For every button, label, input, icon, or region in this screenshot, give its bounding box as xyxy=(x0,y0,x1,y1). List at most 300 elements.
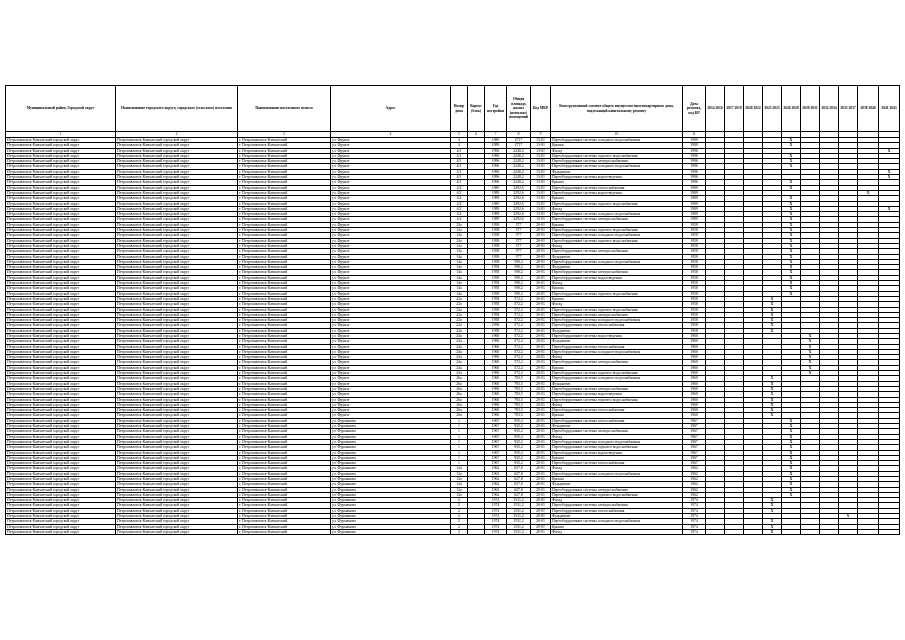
year-mark-cell: X xyxy=(763,392,782,397)
table-cell: 1958 xyxy=(683,296,706,301)
table-cell: 20-01 xyxy=(531,371,551,376)
table-cell: 1989 xyxy=(683,206,706,211)
table-cell: Петропавловск-Камчатский городской округ xyxy=(6,450,116,455)
column-number: 2 xyxy=(116,132,238,138)
table-cell: 1958 xyxy=(485,328,507,333)
table-cell: 1996 xyxy=(485,153,507,158)
table-cell: г. Петропавловск-Камчатский xyxy=(238,487,331,492)
table-cell: 1967 xyxy=(683,439,706,444)
table-cell: ул. Фрунзе xyxy=(331,344,451,349)
table-cell: ул. Фрунзе xyxy=(331,222,451,227)
table-cell: 13-01 xyxy=(531,159,551,164)
table-cell: 12а xyxy=(451,482,468,487)
table-cell: 20-01 xyxy=(531,302,551,307)
table-cell: ул. Фрунзе xyxy=(331,408,451,413)
table-cell: 1962 xyxy=(683,482,706,487)
table-cell: ул. Фрунзе xyxy=(331,212,451,217)
table-cell: 2 xyxy=(451,503,468,508)
column-number: 8 xyxy=(507,132,531,138)
table-cell: 2 xyxy=(451,529,468,534)
table-cell: 20-01 xyxy=(531,477,551,482)
table-cell: Петропавловск-Камчатский городской округ xyxy=(116,275,238,280)
table-cell: Переоборудование системы горячего водоснабжения xyxy=(551,228,683,233)
table-cell: 1989 xyxy=(683,212,706,217)
table-cell: Петропавловск-Камчатский городской округ xyxy=(116,498,238,503)
table-cell: 3292,6 xyxy=(507,185,531,190)
table-cell: 783,5 xyxy=(507,397,531,402)
table-cell: Переоборудование системы горячего водоснабжения xyxy=(551,238,683,243)
table-cell: 1974 xyxy=(683,519,706,524)
table-cell: 24а xyxy=(451,349,468,354)
table-cell: г. Петропавловск-Камчатский xyxy=(238,249,331,254)
table-cell: 20-01 xyxy=(531,323,551,328)
table-cell: ул. Фрунзе xyxy=(331,148,451,153)
table-cell: 4/1 xyxy=(451,169,468,174)
table-cell: 572,2 xyxy=(507,365,531,370)
table-cell: Петропавловск-Камчатский городской округ xyxy=(6,344,116,349)
table-cell: Петропавловск-Камчатский городской округ xyxy=(6,217,116,222)
year-mark-cell xyxy=(858,529,879,534)
column-header: 2017 2019 xyxy=(725,86,744,132)
table-cell: 1958 xyxy=(485,222,507,227)
table-cell: 20-01 xyxy=(531,281,551,286)
table-cell: ул. Фрунзе xyxy=(331,143,451,148)
table-cell: Петропавловск-Камчатский городской округ xyxy=(116,169,238,174)
table-cell: 20-01 xyxy=(531,514,551,519)
table-cell: 1974 xyxy=(683,503,706,508)
table-cell: г. Петропавловск-Камчатский xyxy=(238,434,331,439)
table-cell: 4/2 xyxy=(451,201,468,206)
table-cell: 1960 xyxy=(485,386,507,391)
year-mark-cell: X xyxy=(879,175,900,180)
table-cell: 1958 xyxy=(485,238,507,243)
table-cell: Фундамент xyxy=(551,482,683,487)
table-cell: 4/1 xyxy=(451,148,468,153)
table-cell: 1967 xyxy=(485,424,507,429)
table-cell: Фундамент xyxy=(551,381,683,386)
table-cell: 1960 xyxy=(485,360,507,365)
table-cell: 572,2 xyxy=(507,296,531,301)
table-cell: 2 xyxy=(451,498,468,503)
table-cell: 2240,2 xyxy=(507,164,531,169)
table-cell: Петропавловск-Камчатский городской округ xyxy=(6,148,116,153)
year-mark-cell: X xyxy=(782,418,801,423)
table-cell: Петропавловск-Камчатский городской округ xyxy=(6,265,116,270)
table-cell: 590,2 xyxy=(507,286,531,291)
table-cell: Петропавловск-Камчатский городской округ xyxy=(116,466,238,471)
table-cell: Переоборудование системы горячего водоснабжения xyxy=(551,153,683,158)
table-cell: Фундамент xyxy=(551,254,683,259)
table-cell: г. Петропавловск-Камчатский xyxy=(238,408,331,413)
table-cell: г. Петропавловск-Камчатский xyxy=(238,498,331,503)
table-cell: 1996 xyxy=(683,164,706,169)
table-cell: ул. Фрунзе xyxy=(331,275,451,280)
table-cell: 590,2 xyxy=(507,275,531,280)
table-cell: ул. Фрунзе xyxy=(331,296,451,301)
table-cell: 4/2 xyxy=(451,185,468,190)
table-cell: Переоборудование системы холодного водоснабжения xyxy=(551,233,683,238)
table-cell: 1974 xyxy=(485,503,507,508)
table-cell: 1960 xyxy=(683,392,706,397)
table-cell: 1958 xyxy=(485,228,507,233)
year-mark-cell: X xyxy=(782,138,801,143)
column-header: Наименование городского округа, городского (сельского) поселения xyxy=(116,86,238,132)
table-cell: 935,2 xyxy=(507,450,531,455)
table-cell: г. Петропавловск-Камчатский xyxy=(238,328,331,333)
column-header: Корпус (блок) xyxy=(468,86,485,132)
year-mark-cell: X xyxy=(782,243,801,248)
year-mark-cell: X xyxy=(879,169,900,174)
year-mark-cell: X xyxy=(763,402,782,407)
year-mark-cell: X xyxy=(879,206,900,211)
table-cell: Петропавловск-Камчатский городской округ xyxy=(116,238,238,243)
year-mark-cell: X xyxy=(782,270,801,275)
table-cell: г. Петропавловск-Камчатский xyxy=(238,190,331,195)
table-cell: г. Петропавловск-Камчатский xyxy=(238,508,331,513)
table-cell: ул. Фурманова xyxy=(331,434,451,439)
table-cell: Переоборудование системы горячего водоснабжения xyxy=(551,291,683,296)
year-mark-cell: X xyxy=(782,471,801,476)
table-cell: 22а xyxy=(451,318,468,323)
year-mark-cell: X xyxy=(782,450,801,455)
table-cell: 1958 xyxy=(485,286,507,291)
table-cell: 1996 xyxy=(683,153,706,158)
table-cell: 4/1 xyxy=(451,175,468,180)
table-cell: Переоборудование системы водоотведения xyxy=(551,392,683,397)
table-cell: 1974 xyxy=(683,508,706,513)
table-cell: 4/2 xyxy=(451,217,468,222)
table-cell: 1960 xyxy=(683,344,706,349)
table-cell: Петропавловск-Камчатский городской округ xyxy=(6,508,116,513)
year-mark-cell: X xyxy=(782,217,801,222)
table-cell: 12а xyxy=(451,487,468,492)
column-header: 2032 2034 xyxy=(820,86,839,132)
table-cell: Петропавловск-Камчатский городской округ xyxy=(6,333,116,338)
table-cell: 1 xyxy=(451,450,468,455)
table-cell: Петропавловск-Камчатский городской округ xyxy=(6,524,116,529)
table-cell: г. Петропавловск-Камчатский xyxy=(238,355,331,360)
table-cell: Петропавловск-Камчатский городской округ xyxy=(6,461,116,466)
table-cell: 1996 xyxy=(485,159,507,164)
table-cell: г. Петропавловск-Камчатский xyxy=(238,492,331,497)
table-cell: 1989 xyxy=(683,143,706,148)
table-cell: ул. Фрунзе xyxy=(331,201,451,206)
table-cell: ул. Фрунзе xyxy=(331,291,451,296)
table-cell: 783,5 xyxy=(507,381,531,386)
column-header: Общая площадь жилых (нежилых) помещений xyxy=(507,86,531,132)
table-cell: ул. Фрунзе xyxy=(331,259,451,264)
table-cell: г. Петропавловск-Камчатский xyxy=(238,169,331,174)
table-cell: Петропавловск-Камчатский городской округ xyxy=(6,302,116,307)
table-cell: 20-01 xyxy=(531,434,551,439)
table-cell: 1958 xyxy=(485,259,507,264)
table-cell: Петропавловск-Камчатский городской округ xyxy=(116,180,238,185)
header-row xyxy=(6,86,900,132)
table-cell: Переоборудование системы холодного водоснабжения xyxy=(551,471,683,476)
table-cell: 13-01 xyxy=(531,196,551,201)
table-cell: 22а xyxy=(451,323,468,328)
table-cell: 1 xyxy=(451,455,468,460)
table-cell: 1958 xyxy=(485,275,507,280)
table-cell: г. Петропавловск-Камчатский xyxy=(238,228,331,233)
table-cell: 20-01 xyxy=(531,339,551,344)
column-number: 1 xyxy=(6,132,116,138)
table-cell: Петропавловск-Камчатский городской округ xyxy=(6,228,116,233)
table-cell: 1989 xyxy=(485,212,507,217)
table-cell: Петропавловск-Камчатский городской округ xyxy=(6,259,116,264)
table-cell: Крыша xyxy=(551,365,683,370)
table-cell: г. Петропавловск-Камчатский xyxy=(238,349,331,354)
table-cell: 1958 xyxy=(485,323,507,328)
table-cell: ул. Фрунзе xyxy=(331,402,451,407)
table-cell: 1974 xyxy=(485,529,507,534)
table-cell: 1958 xyxy=(485,233,507,238)
table-cell: 20-01 xyxy=(531,270,551,275)
year-mark-cell: X xyxy=(763,312,782,317)
table-cell: 1958 xyxy=(683,323,706,328)
table-cell: ул. Фурманова xyxy=(331,514,451,519)
table-cell: 1962 xyxy=(683,466,706,471)
table-cell: г. Петропавловск-Камчатский xyxy=(238,138,331,143)
table-cell: 1989 xyxy=(683,217,706,222)
column-header: 2020 2022 xyxy=(744,86,763,132)
table-cell: 24а xyxy=(451,355,468,360)
table-cell: 1974 xyxy=(485,514,507,519)
table-cell: Петропавловск-Камчатский городской округ xyxy=(6,222,116,227)
year-mark-cell xyxy=(782,529,801,534)
table-cell: 1958 xyxy=(485,302,507,307)
year-mark-cell: X xyxy=(782,201,801,206)
table-cell: Крыша xyxy=(551,524,683,529)
table-cell: Переоборудование системы электроснабжения xyxy=(551,312,683,317)
table-cell: ул. Фрунзе xyxy=(331,175,451,180)
table-cell: 22а xyxy=(451,296,468,301)
table-cell: 377 xyxy=(507,249,531,254)
column-header: Наименование населенного пункта xyxy=(238,86,331,132)
table-cell: Фундамент xyxy=(551,339,683,344)
table-cell: ул. Фрунзе xyxy=(331,169,451,174)
table-cell: ул. Фрунзе xyxy=(331,180,451,185)
table-cell: Переоборудование системы холодного водоснабжения xyxy=(551,318,683,323)
table-cell: 2240,2 xyxy=(507,180,531,185)
table-cell: г. Петропавловск-Камчатский xyxy=(238,212,331,217)
table-cell: Крыша xyxy=(551,477,683,482)
table-cell: г. Петропавловск-Камчатский xyxy=(238,503,331,508)
table-cell: Петропавловск-Камчатский городской округ xyxy=(116,450,238,455)
table-cell: 26а xyxy=(451,413,468,418)
table-cell: 783,5 xyxy=(507,392,531,397)
table-cell: Петропавловск-Камчатский городской округ xyxy=(116,514,238,519)
table-cell: Переоборудование системы электроснабжения xyxy=(551,429,683,434)
year-mark-cell: X xyxy=(782,259,801,264)
table-cell: 12а xyxy=(451,233,468,238)
table-cell: 590,2 xyxy=(507,265,531,270)
table-cell: 20-01 xyxy=(531,492,551,497)
column-number: 11 xyxy=(683,132,706,138)
table-cell: Переоборудование системы электроснабжения xyxy=(551,386,683,391)
table-cell: 1996 xyxy=(485,164,507,169)
table-cell: Переоборудование системы электроснабжения xyxy=(551,159,683,164)
table-cell: 2240,2 xyxy=(507,148,531,153)
table-cell: Петропавловск-Камчатский городской округ xyxy=(6,270,116,275)
table-cell: 1960 xyxy=(485,349,507,354)
table-cell: г. Петропавловск-Камчатский xyxy=(238,222,331,227)
table-cell: 1989 xyxy=(683,185,706,190)
year-mark-cell: X xyxy=(782,281,801,286)
table-body xyxy=(6,138,900,535)
table-cell: Петропавловск-Камчатский городской округ xyxy=(116,233,238,238)
table-cell: 20-01 xyxy=(531,296,551,301)
table-cell: г. Петропавловск-Камчатский xyxy=(238,296,331,301)
table-cell: 1958 xyxy=(485,318,507,323)
column-header: Адрес xyxy=(331,86,451,132)
table-cell: г. Петропавловск-Камчатский xyxy=(238,159,331,164)
table-cell: 26а xyxy=(451,381,468,386)
table-cell: 24а xyxy=(451,344,468,349)
table-cell: Петропавловск-Камчатский городской округ xyxy=(116,439,238,444)
table-cell: 20-01 xyxy=(531,386,551,391)
table-cell: 12а xyxy=(451,249,468,254)
table-cell: ул. Фрунзе xyxy=(331,153,451,158)
table-cell: 2 xyxy=(451,508,468,513)
year-mark-cell: X xyxy=(782,238,801,243)
year-mark-cell: X xyxy=(839,514,858,519)
year-mark-cell: X xyxy=(801,371,820,376)
table-cell: ул. Фурманова xyxy=(331,445,451,450)
table-cell: 935,2 xyxy=(507,434,531,439)
table-cell: 1967 xyxy=(485,418,507,423)
table-cell: 935,2 xyxy=(507,424,531,429)
table-cell: Переоборудование системы холодного водоснабжения xyxy=(551,212,683,217)
table-cell: 1960 xyxy=(485,333,507,338)
table-cell: Переоборудование системы горячего водоснабжения xyxy=(551,371,683,376)
table-cell: Петропавловск-Камчатский городской округ xyxy=(6,349,116,354)
table-cell: 1989 xyxy=(683,196,706,201)
table-cell: 1989 xyxy=(683,201,706,206)
table-cell: Петропавловск-Камчатский городской округ xyxy=(6,238,116,243)
table-cell: г. Петропавловск-Камчатский xyxy=(238,461,331,466)
table-cell: Петропавловск-Камчатский городской округ xyxy=(116,381,238,386)
table-cell: г. Петропавловск-Камчатский xyxy=(238,185,331,190)
table-cell: 1531,2 xyxy=(507,514,531,519)
year-mark-cell: X xyxy=(763,323,782,328)
table-cell: ул. Фрунзе xyxy=(331,413,451,418)
column-header: 2035 2037 xyxy=(839,86,858,132)
year-mark-cell: X xyxy=(782,180,801,185)
table-cell: Петропавловск-Камчатский городской округ xyxy=(116,164,238,169)
table-cell: 627,8 xyxy=(507,477,531,482)
table-cell: Петропавловск-Камчатский городской округ xyxy=(116,206,238,211)
table-cell: 1960 xyxy=(485,344,507,349)
table-cell: г. Петропавловск-Камчатский xyxy=(238,302,331,307)
table-cell: 1974 xyxy=(683,514,706,519)
table-cell: 1958 xyxy=(683,318,706,323)
table-cell: Переоборудование системы водоотведения xyxy=(551,333,683,338)
table-cell: 20-01 xyxy=(531,376,551,381)
column-number: 10 xyxy=(551,132,683,138)
table-cell: 1960 xyxy=(683,397,706,402)
table-cell: 20-01 xyxy=(531,402,551,407)
table-cell: 1960 xyxy=(683,339,706,344)
table-cell: г. Петропавловск-Камчатский xyxy=(238,376,331,381)
table-cell: Фасад xyxy=(551,498,683,503)
table-cell: 26а xyxy=(451,402,468,407)
table-cell: 783,5 xyxy=(507,408,531,413)
table-cell: 572,2 xyxy=(507,339,531,344)
table-cell: Крыша xyxy=(551,296,683,301)
table-cell: Петропавловск-Камчатский городской округ xyxy=(6,169,116,174)
table-cell: ул. Фрунзе xyxy=(331,376,451,381)
table-cell: 12а xyxy=(451,471,468,476)
year-mark-cell: X xyxy=(801,344,820,349)
table-cell: ул. Фрунзе xyxy=(331,228,451,233)
table-cell: 13-01 xyxy=(531,206,551,211)
year-mark-cell: X xyxy=(782,429,801,434)
table-cell: 14а xyxy=(451,265,468,270)
table-cell: 1967 xyxy=(485,445,507,450)
table-cell: ул. Фурманова xyxy=(331,508,451,513)
table-cell: 1960 xyxy=(485,376,507,381)
table-cell: Фундамент xyxy=(551,169,683,174)
table-cell: ул. Фрунзе xyxy=(331,238,451,243)
table-cell: Петропавловск-Камчатский городской округ xyxy=(6,175,116,180)
table-cell: Петропавловск-Камчатский городской округ xyxy=(116,344,238,349)
table-cell: г. Петропавловск-Камчатский xyxy=(238,153,331,158)
table-cell: Петропавловск-Камчатский городской округ xyxy=(6,445,116,450)
table-cell: 26а xyxy=(451,392,468,397)
table-cell: г. Петропавловск-Камчатский xyxy=(238,333,331,338)
table-cell: Крыша xyxy=(551,196,683,201)
table-cell: 20-01 xyxy=(531,392,551,397)
table-cell: г. Петропавловск-Камчатский xyxy=(238,424,331,429)
year-mark-cell: X xyxy=(763,524,782,529)
table-cell: 572,2 xyxy=(507,302,531,307)
table-cell: г. Петропавловск-Камчатский xyxy=(238,529,331,534)
table-cell: 935,2 xyxy=(507,445,531,450)
table-cell: 1967 xyxy=(683,445,706,450)
table-cell: 1958 xyxy=(683,275,706,280)
year-mark-cell: X xyxy=(763,318,782,323)
table-cell: Петропавловск-Камчатский городской округ xyxy=(6,190,116,195)
table-cell: 627,8 xyxy=(507,482,531,487)
table-cell: г. Петропавловск-Камчатский xyxy=(238,270,331,275)
table-cell: 1989 xyxy=(485,217,507,222)
table-cell: 572,2 xyxy=(507,349,531,354)
table-cell: ул. Фурманова xyxy=(331,482,451,487)
table-cell: 1960 xyxy=(485,392,507,397)
table-cell: 1531,2 xyxy=(507,524,531,529)
table-cell: Переоборудование системы горячего водоснабжения xyxy=(551,201,683,206)
table-cell: г. Петропавловск-Камчатский xyxy=(238,360,331,365)
table-cell: 20-01 xyxy=(531,482,551,487)
table-cell: ул. Фурманова xyxy=(331,418,451,423)
table-cell: 12а xyxy=(451,228,468,233)
table-cell: Фасад xyxy=(551,302,683,307)
year-mark-cell xyxy=(801,529,820,534)
table-cell: Петропавловск-Камчатский городской округ xyxy=(6,498,116,503)
table-cell: г. Петропавловск-Камчатский xyxy=(238,148,331,153)
table-cell: Петропавловск-Камчатский городской округ xyxy=(6,201,116,206)
column-header: Дата ремонта, код КР xyxy=(683,86,706,132)
year-mark-cell: X xyxy=(782,206,801,211)
table-cell: 22а xyxy=(451,302,468,307)
table-cell: 22а xyxy=(451,328,468,333)
table-cell: 1 xyxy=(451,461,468,466)
table-cell: 1967 xyxy=(683,450,706,455)
table-cell: 13-01 xyxy=(531,180,551,185)
table-cell: 1974 xyxy=(683,524,706,529)
table-cell: 1996 xyxy=(683,148,706,153)
